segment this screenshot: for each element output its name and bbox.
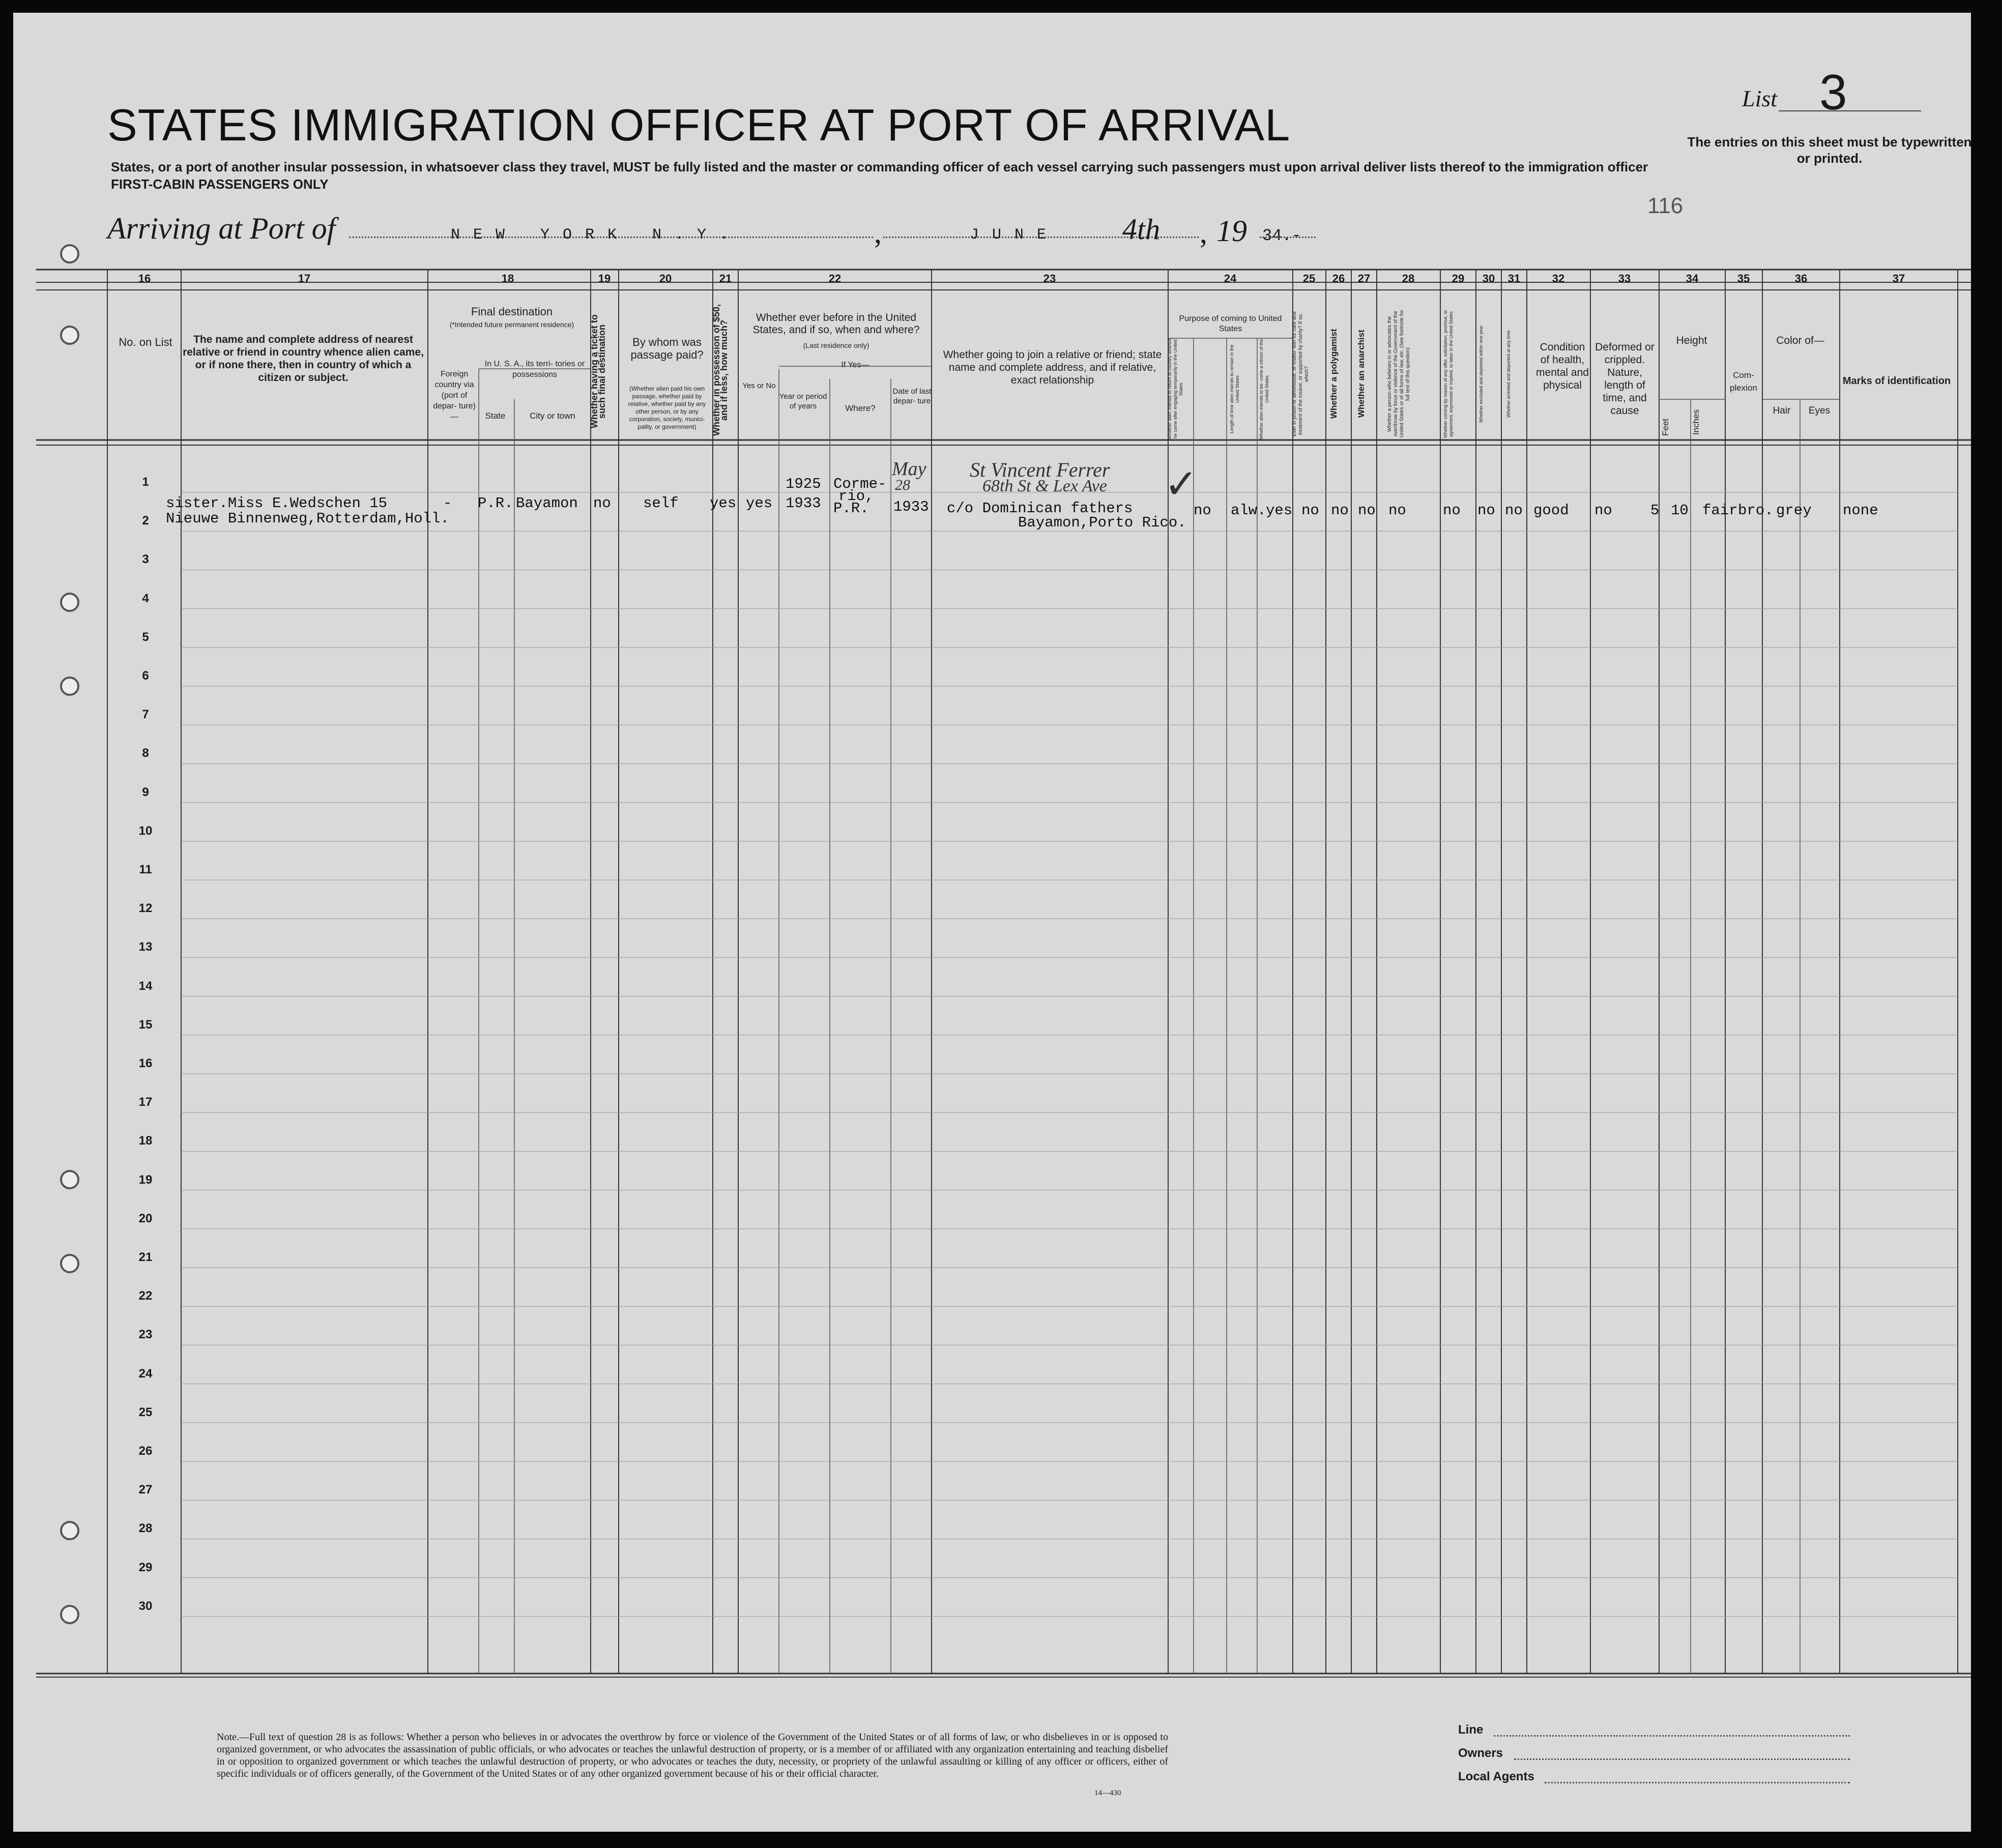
entry-purpose-length: alw. xyxy=(1231,502,1266,519)
entry-foreign-via: - xyxy=(443,495,452,512)
entry-date-handwritten-2: 28 xyxy=(895,477,910,493)
row-number: 5 xyxy=(142,630,149,644)
entry-complexion: fair xyxy=(1702,502,1738,519)
owners-dotted xyxy=(1514,1758,1850,1760)
entry-years-1: 1925 xyxy=(786,476,821,492)
header-join-relative: Whether going to join a relative or friend; state name and complete address, and if relative, exact relationship xyxy=(943,349,1162,386)
header-purpose-return: Whether alien intends to return to country whence he came after engaging temporarily in the United States xyxy=(1167,338,1183,440)
column-number: 34 xyxy=(1686,272,1699,285)
header-overthrow: Whether a person who believes in or advocates the overthrow by force or violence of the Government of the United States or of all forms of law, etc. (See footnote for full text of this question) xyxy=(1387,310,1411,438)
row-number: 25 xyxy=(138,1405,153,1419)
column-number: 17 xyxy=(298,272,311,285)
binder-hole xyxy=(60,1605,79,1624)
header-eyes: Eyes xyxy=(1808,405,1831,416)
binder-hole xyxy=(60,1521,79,1540)
column-number: 19 xyxy=(598,272,611,285)
header-no-on-list: No. on List xyxy=(119,336,172,348)
entry-eyes: grey xyxy=(1776,502,1812,519)
row-number: 23 xyxy=(138,1328,153,1342)
agents-label: Local Agents xyxy=(1458,1770,1534,1783)
column-number: 25 xyxy=(1302,272,1316,285)
header-health: Condition of health, mental and physical xyxy=(1536,341,1589,391)
check-mark: ✓ xyxy=(1164,462,1199,507)
column-number: 16 xyxy=(138,272,151,285)
entry-excluded: no xyxy=(1477,502,1495,519)
header-purpose-citizen: Whether alien intends to be- come a citizen of the United States xyxy=(1259,339,1269,439)
row-number: 10 xyxy=(138,824,153,838)
row-number: 13 xyxy=(138,940,153,954)
row-number: 24 xyxy=(138,1366,153,1381)
entry-state: P.R. xyxy=(478,495,513,512)
header-state: State xyxy=(485,411,506,421)
subtitle: FIRST-CABIN PASSENGERS ONLY xyxy=(111,177,329,192)
column-number: 22 xyxy=(828,272,842,285)
entry-polygamist: no xyxy=(1331,502,1349,519)
entry-join-handwritten-1: St Vincent Ferrer xyxy=(970,458,1110,481)
header-feet: Feet xyxy=(1661,418,1670,436)
header-in-usa: In U. S. A., its terri- tories or possessions xyxy=(484,360,585,379)
entry-join-line-1: c/o Dominican fathers xyxy=(947,500,1133,517)
entry-feet: 5 xyxy=(1650,502,1660,519)
comma-2: , xyxy=(1200,216,1207,249)
list-label: List xyxy=(1742,85,1778,111)
entry-years-2: 1933 xyxy=(786,495,821,512)
row-number: 1 xyxy=(142,475,149,489)
binder-hole xyxy=(60,1254,79,1273)
binder-hole xyxy=(60,593,79,612)
header-yes-no: Yes or No xyxy=(742,382,776,390)
entry-where-2: rio, xyxy=(838,488,874,505)
column-number: 23 xyxy=(1043,272,1056,285)
entry-city: Bayamon xyxy=(516,495,578,512)
day-value: 4th xyxy=(1122,213,1160,246)
entries-note: The entries on this sheet must be typewritten or printed. xyxy=(1687,134,1972,166)
binder-hole xyxy=(60,1170,79,1189)
entry-passage-paid: self xyxy=(643,495,679,512)
line-label: Line xyxy=(1458,1723,1484,1737)
entry-deported: no xyxy=(1505,502,1523,519)
entry-fifty-dollars: yes xyxy=(710,495,737,512)
header-final-destination-sub: (*Intended future permanent residence) xyxy=(449,320,574,329)
entry-inches: 10 xyxy=(1671,502,1689,519)
page-title: STATES IMMIGRATION OFFICER AT PORT OF ARRIVAL xyxy=(107,100,1291,150)
owners-label: Owners xyxy=(1458,1746,1503,1760)
entry-relative-line-1: sister.Miss E.Wedschen 15 xyxy=(166,495,388,512)
comma-1: , xyxy=(874,216,882,249)
entry-date-last: 1933 xyxy=(893,498,929,515)
column-number: 26 xyxy=(1332,272,1345,285)
entry-before-yes-no: yes xyxy=(746,495,773,512)
entry-purpose-return: no xyxy=(1194,502,1211,519)
header-ever-before-sub: (Last residence only) xyxy=(803,341,869,349)
header-ever-before: Whether ever before in the United States, and if so, when and where? xyxy=(752,312,920,336)
entry-join-line-2: Bayamon,Porto Rico. xyxy=(1018,514,1186,531)
row-number: 17 xyxy=(138,1095,153,1109)
row-number: 11 xyxy=(139,863,152,876)
header-ticket: Whether having a ticket to such final destination xyxy=(589,314,607,429)
column-number: 37 xyxy=(1892,272,1905,285)
column-number: 35 xyxy=(1737,272,1750,285)
row-number: 12 xyxy=(138,901,153,916)
header-color-of: Color of— xyxy=(1776,335,1824,346)
column-number: 36 xyxy=(1794,272,1808,285)
binder-hole xyxy=(60,677,79,696)
arriving-label: Arriving at Port of xyxy=(107,212,336,245)
row-number: 20 xyxy=(138,1211,153,1225)
row-number: 21 xyxy=(138,1250,153,1264)
header-labor: Whether coming by reason of any offer, solicitation, promise, or agreement, expressed or implied, to labor in the United States xyxy=(1443,310,1454,438)
row-number: 3 xyxy=(142,552,149,567)
month-value: JUNE xyxy=(970,226,1060,244)
entry-overthrow: no xyxy=(1388,502,1406,519)
row-number: 15 xyxy=(138,1017,153,1032)
column-number: 20 xyxy=(659,272,672,285)
entry-labor: no xyxy=(1443,502,1461,519)
row-number: 27 xyxy=(138,1483,153,1497)
column-number: 33 xyxy=(1618,272,1631,285)
header-if-yes: If Yes— xyxy=(841,361,869,369)
footnote: Note.—Full text of question 28 is as follows: Whether a person who believes in or advocates the overthrow by force or violence of the Government of the United States or of all forms of law, or who disbelieves in or is opposed to organized government, or who advocates the assassination of public officials, or who advocates or teaches the unlawful destruction of property, or is a member of or affiliated with any organization entertaining and teaching disbelief in or opposition to organized government or which teaches the unlawful destruction of property, or who advocates or teaches the duty, necessity, or propriety of the unlawful assaulting or killing of any officer or officers, either of specific individuals or of officers generally, of the Government of the United States or of any other organized government because of his or their official character. xyxy=(217,1732,1168,1779)
row-number: 22 xyxy=(138,1289,153,1303)
header-hair: Hair xyxy=(1773,405,1791,416)
column-number: 24 xyxy=(1224,272,1237,285)
column-number: 32 xyxy=(1552,272,1565,285)
manifest-sheet xyxy=(13,13,1971,1832)
header-relative: The name and complete address of nearest relative or friend in country whence alien came, or if none there, then in country of which a citizen or subject. xyxy=(183,334,424,384)
header-excluded: Whether excluded and deported within one year xyxy=(1478,325,1484,423)
header-final-destination: Final destination xyxy=(471,305,553,318)
header-purpose-length: Length of time alien intends to remain in the United States xyxy=(1229,344,1240,434)
header-deported: Whether arrested and deported at any time xyxy=(1506,330,1511,418)
column-number: 28 xyxy=(1402,272,1415,285)
header-where: Where? xyxy=(845,403,876,413)
entry-marks: none xyxy=(1843,502,1878,519)
header-height: Height xyxy=(1676,335,1707,346)
column-number: 21 xyxy=(719,272,732,285)
table-grid xyxy=(13,13,1971,1832)
header-city: City or town xyxy=(530,411,575,421)
row-number: 16 xyxy=(138,1057,153,1070)
hand-number: 116 xyxy=(1647,193,1684,218)
entry-purpose-citizen: yes xyxy=(1266,502,1293,519)
header-inches: Inches xyxy=(1691,409,1701,435)
row-number: 26 xyxy=(138,1444,153,1458)
column-number: 29 xyxy=(1452,272,1465,285)
header-passage-paid-sub: (Whether alien paid his own passage, whether paid by relative, whether paid by any other person, or by any corporation, society, munici- pality, or government) xyxy=(628,385,706,430)
year-suffix: 34.- xyxy=(1262,226,1301,245)
header-date-last-departure: Date of last depar- ture xyxy=(892,387,932,405)
header-purpose: Purpose of coming to United States xyxy=(1179,314,1282,333)
form-code: 14—430 xyxy=(1094,1789,1121,1797)
line-dotted xyxy=(1494,1735,1850,1737)
year-prefix: 19 xyxy=(1216,214,1247,248)
row-number: 30 xyxy=(138,1599,153,1613)
port-value: NEW YORK N.Y. xyxy=(451,226,742,244)
header-passage-paid: By whom was passage paid? xyxy=(630,336,704,361)
row-number: 7 xyxy=(142,708,149,722)
entry-deformed: no xyxy=(1594,502,1612,519)
header-deformed: Deformed or crippled. Nature, length of time, and cause xyxy=(1595,341,1655,417)
entry-where-1: Corme- xyxy=(833,476,887,492)
header-complexion: Com- plexion xyxy=(1730,370,1757,393)
row-number: 19 xyxy=(138,1172,153,1187)
row-number: 29 xyxy=(138,1560,153,1574)
column-number: 31 xyxy=(1507,272,1521,285)
header-prison: Ever in prison or almshouse, or institu- tion for care and treatment of the insane, or supported by charity? If so, which? xyxy=(1292,311,1310,436)
entry-relative-line-2: Nieuwe Binnenweg,Rotterdam,Holl. xyxy=(166,510,449,527)
list-number: 3 xyxy=(1819,64,1847,120)
row-number: 6 xyxy=(142,669,149,683)
entry-health: good xyxy=(1533,502,1569,519)
entry-prison: no xyxy=(1301,502,1319,519)
column-number: 18 xyxy=(501,272,514,285)
row-number: 28 xyxy=(138,1521,153,1536)
header-fifty-dollars: Whether in possession of $50, and if less, how much? xyxy=(711,304,729,436)
binder-hole xyxy=(60,326,79,345)
column-number: 27 xyxy=(1357,272,1371,285)
entry-join-handwritten-2: 68th St & Lex Ave xyxy=(982,477,1107,495)
row-number: 9 xyxy=(142,785,149,799)
row-number: 2 xyxy=(142,514,149,528)
entry-where-3: P.R. xyxy=(833,500,869,517)
header-polygamist: Whether a polygamist xyxy=(1329,329,1339,419)
row-number: 18 xyxy=(138,1134,153,1148)
header-year-period: Year or period of years xyxy=(779,392,827,410)
header-foreign-country: Foreign country via (port of depar- ture)— xyxy=(433,370,476,421)
entry-anarchist: no xyxy=(1358,502,1376,519)
row-number: 8 xyxy=(142,746,149,760)
entry-hair: bro. xyxy=(1738,502,1774,519)
row-number: 4 xyxy=(142,591,149,605)
entry-date-handwritten-1: May xyxy=(892,458,926,480)
entry-ticket: no xyxy=(593,495,611,512)
column-number: 30 xyxy=(1482,272,1495,285)
agents-dotted xyxy=(1545,1782,1850,1783)
row-number: 14 xyxy=(138,979,153,993)
intro-text: States, or a port of another insular possession, in whatsoever class they travel, MUST be fully listed and the master or commanding officer of each vessel carrying such passengers must upon arrival deliver lists thereof to the immigration officer xyxy=(111,159,1648,174)
binder-hole xyxy=(60,244,79,263)
header-anarchist: Whether an anarchist xyxy=(1356,330,1366,418)
header-marks: Marks of identification xyxy=(1842,375,1951,387)
